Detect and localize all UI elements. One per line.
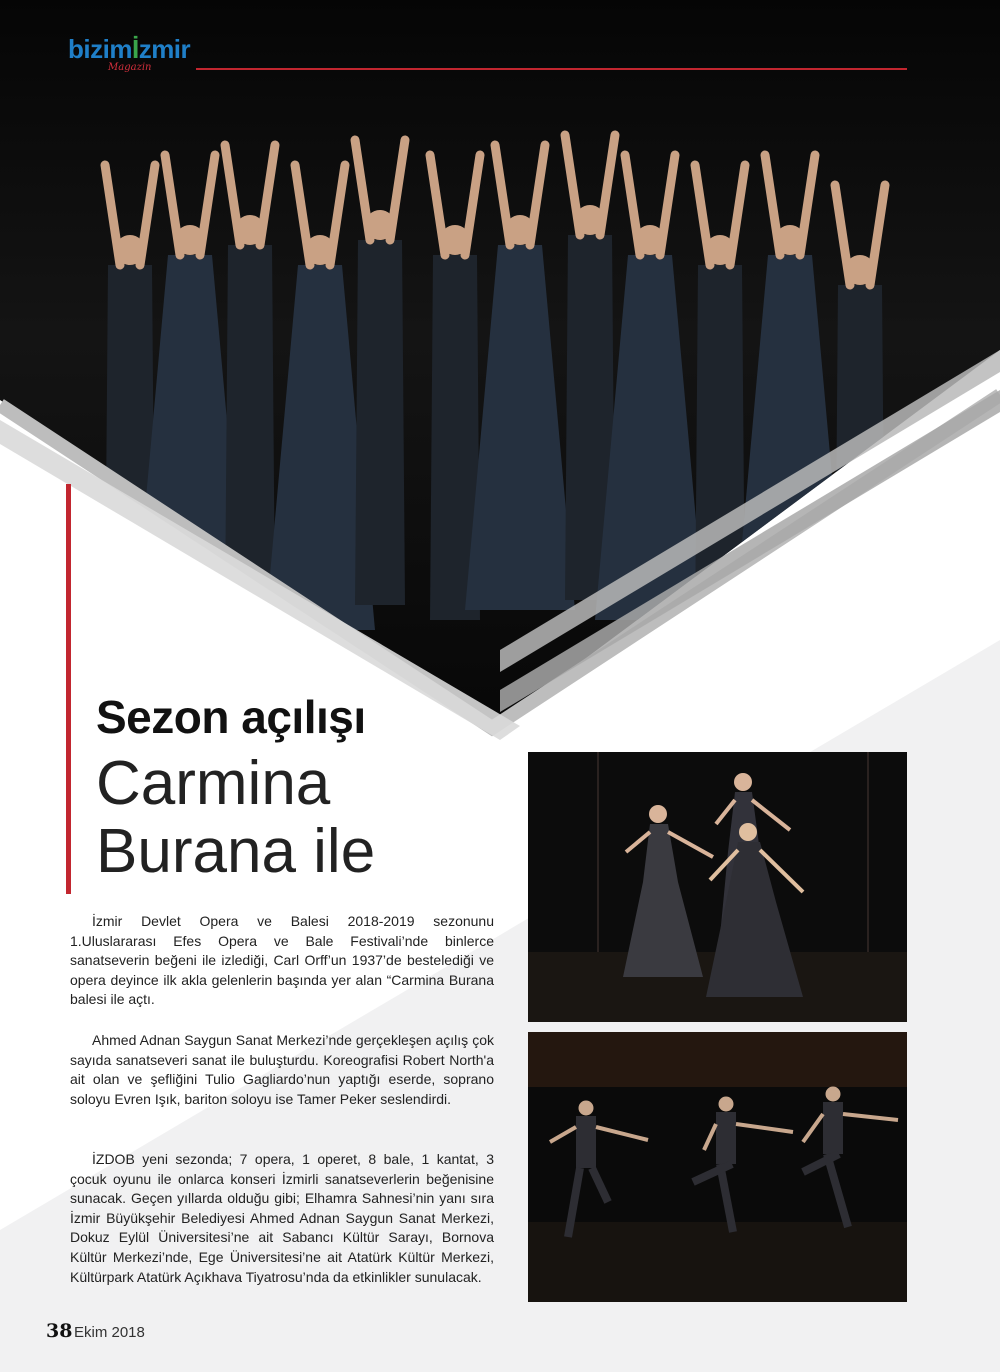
dancer-head	[505, 215, 535, 245]
dancer-head	[365, 210, 395, 240]
logo-text-part2: zmir	[138, 34, 191, 64]
dancer-head	[235, 215, 265, 245]
palm-icon: İ	[131, 34, 139, 64]
photo-female-dancers	[528, 752, 907, 1022]
dancer-head	[705, 235, 735, 265]
header-rule	[196, 68, 907, 70]
subtitle-line-1: Carmina	[96, 749, 331, 818]
dancer-head	[635, 225, 665, 255]
magazine-logo	[68, 34, 190, 65]
dancer-body	[105, 265, 155, 630]
logo-subtitle: Magazin	[108, 62, 152, 73]
paragraph-text: İzmir Devlet Opera ve Balesi 2018-2019 sezonunu 1.Uluslararası Efes Opera ve Bale Festivali’nde binlerce sanatseverin beğeni ile izlediği, Carl Orff’un 1937’de bestelediği ve opera deyince ilk akla gelenlerin başında yer alan “Carmina Burana balesi ile açtı.	[70, 913, 494, 1008]
article-title: Sezon açılışı	[96, 691, 366, 743]
dancer-head	[175, 225, 205, 255]
logo-text-part1: bizim	[68, 34, 132, 64]
subtitle-line-2: Burana ile	[96, 817, 376, 886]
dancer-body	[355, 240, 405, 605]
accent-bar	[66, 484, 71, 894]
dancer-head	[305, 235, 335, 265]
paragraph-text: Ahmed Adnan Saygun Sanat Merkezi’nde gerçekleşen açılış çok sayıda sanatseveri sanat ile buluşturdu. Koreografisi Robert North'a ait olan ve şefliğini Tulio Gagliardo’nun yaptığı eserde, soprano soloyu Evren Işık, bariton soloyu ise Tamer Peker seslendirdi.	[70, 1032, 494, 1107]
dancer-head	[775, 225, 805, 255]
paragraph-text: İZDOB yeni sezonda; 7 opera, 1 operet, 8 bale, 1 kantat, 3 çocuk oyunu ile onlarca konseri İzmirli sanatseverlerin beğenisine sunacak. Geçen yıllarda olduğu gibi; Elhamra Sahnesi’nin yanı sıra İzmir Büyükşehir Belediyesi Ahmed Adnan Saygun Sanat Merkezi, Dokuz Eylül Üniversitesi’ne ait Sabancı Kültür Sarayı, Bornova Kültür Merkezi’nde, Ege Üniversitesi’ne ait Atatürk Kültür Merkezi, Kültürpark Atatürk Açıkhava Tiyatrosu’nda da etkinlikler sunulacak.	[70, 1151, 494, 1285]
photo-male-dancers	[528, 1032, 907, 1302]
dancer-head	[440, 225, 470, 255]
dancer-head	[845, 255, 875, 285]
article-subtitle	[96, 750, 516, 886]
issue-date: Ekim 2018	[74, 1324, 145, 1341]
dancer-head	[115, 235, 145, 265]
page-number: 38	[46, 1320, 73, 1342]
dancer-head	[575, 205, 605, 235]
body-paragraph	[70, 912, 494, 1010]
body-paragraph	[70, 1150, 494, 1287]
body-paragraph	[70, 1031, 494, 1109]
